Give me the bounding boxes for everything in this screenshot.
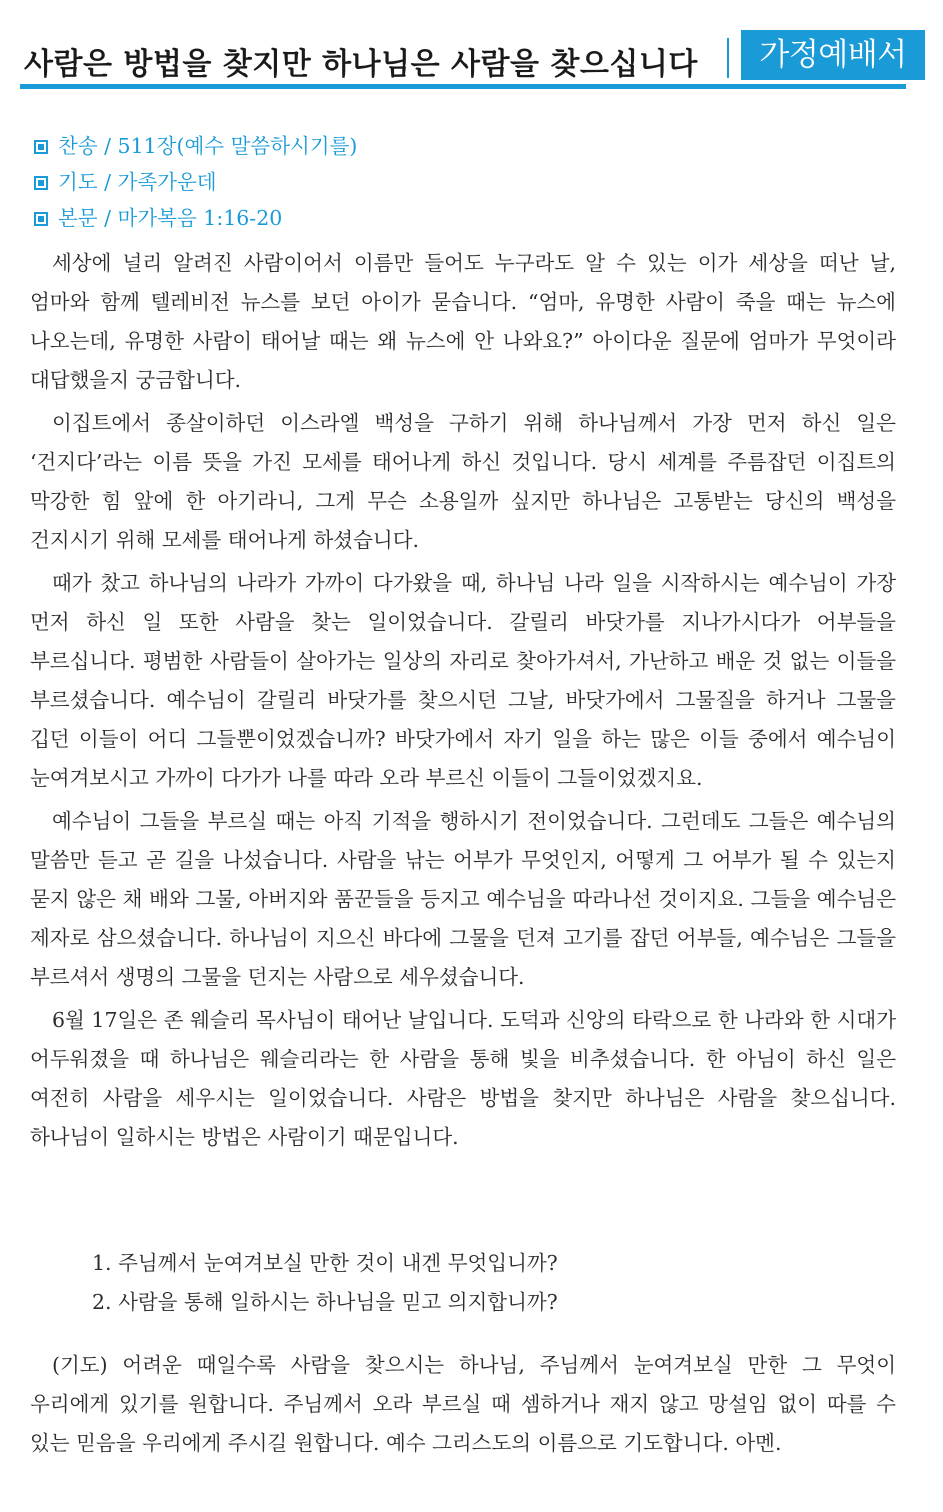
body-paragraph: 때가 찼고 하나님의 나라가 가까이 다가왔을 때, 하나님 나라 일을 시작하시는 예수님이 가장 먼저 하신 일 또한 사람을 찾는 일이었습니다. 갈릴리 바닷가를 지나가시다가 어부들을 부르십니다. 평범한 사람들이 살아가는 일상의 자리로 찾아가셔서, 가난하고 배운 것 없는 이들을 부르셨습니다. 예수님이 갈릴리 바닷가를 찾으시던 그날, 바닷가에서 그물질을 하거나 그물을 깁던 이들이 어디 그들뿐이었겠습니까? 바닷가에서 자기 일을 하는 많은 이들 중에서 예수님이 눈여겨보시고 가까이 다가가 나를 따라 오라 부르신 이들이 그들이었겠지요. — [30, 571, 896, 790]
square-bullet-icon — [34, 176, 48, 190]
page-title: 사람은 방법을 찾지만 하나님은 사람을 찾으십니다 — [24, 47, 698, 82]
meta-scripture-label: 본문 / 마가복음 1:16-20 — [58, 206, 283, 230]
question-item: 2. 사람을 통해 일하시는 하나님을 믿고 의지합니까? — [92, 1290, 558, 1314]
section-badge: 가정예배서 — [741, 30, 925, 80]
header-underline — [20, 84, 906, 89]
meta-prayer — [32, 164, 892, 200]
reflection-questions — [92, 1244, 892, 1322]
body-paragraph: 세상에 널리 알려진 사람이어서 이름만 들어도 누구라도 알 수 있는 이가 세상을 떠난 날, 엄마와 함께 텔레비전 뉴스를 보던 아이가 묻습니다. “엄마, 유명한 사람이 죽을 때는 뉴스에 나오는데, 유명한 사람이 태어날 때는 왜 뉴스에 안 나와요?” 아이다운 질문에 엄마가 무엇이라 대답했을지 궁금합니다. — [30, 251, 896, 392]
meta-hymn — [32, 128, 892, 164]
closing-prayer — [30, 1346, 896, 1467]
meta-hymn-label: 찬송 / 511장(예수 말씀하시기를) — [58, 134, 358, 158]
header-divider — [727, 38, 729, 78]
square-bullet-icon — [34, 140, 48, 154]
body-paragraph: 예수님이 그들을 부르실 때는 아직 기적을 행하시기 전이었습니다. 그런데도 그들은 예수님의 말씀만 듣고 곧 길을 나섰습니다. 사람을 낚는 어부가 무엇인지, 어떻게 그 어부가 될 수 있는지 묻지 않은 채 배와 그물, 아버지와 품꾼들을 등지고 예수님을 따라나선 것이지요. 그들을 예수님은 제자로 삼으셨습니다. 하나님이 지으신 바다에 그물을 던져 고기를 잡던 어부들, 예수님은 그들을 부르셔서 생명의 그물을 던지는 사람으로 세우셨습니다. — [30, 809, 896, 989]
page-header — [20, 30, 906, 86]
meta-prayer-label: 기도 / 가족가운데 — [58, 170, 217, 194]
sermon-body — [30, 244, 896, 1161]
worship-meta — [32, 128, 892, 236]
question-item: 1. 주님께서 눈여겨보실 만한 것이 내겐 무엇입니까? — [92, 1251, 558, 1275]
body-paragraph: 6월 17일은 존 웨슬리 목사님이 태어난 날입니다. 도덕과 신앙의 타락으로 한 나라와 한 시대가 어두워졌을 때 하나님은 웨슬리라는 한 사람을 통해 빛을 비추셨습니다. 한 아님이 하신 일은 여전히 사람을 세우시는 일이었습니다. 사람은 방법을 찾지만 하나님은 사람을 찾으십니다. 하나님이 일하시는 방법은 사람이기 때문입니다. — [30, 1008, 896, 1149]
body-paragraph: 이집트에서 종살이하던 이스라엘 백성을 구하기 위해 하나님께서 가장 먼저 하신 일은 ‘건지다’라는 이름 뜻을 가진 모세를 태어나게 하신 것입니다. 당시 세계를 주름잡던 이집트의 막강한 힘 앞에 한 아기라니, 그게 무슨 소용일까 싶지만 하나님은 고통받는 당신의 백성을 건지시기 위해 모세를 태어나게 하셨습니다. — [30, 411, 896, 552]
square-bullet-icon — [34, 212, 48, 226]
prayer-text: (기도) 어려운 때일수록 사람을 찾으시는 하나님, 주님께서 눈여겨보실 만한 그 무엇이 우리에게 있기를 원합니다. 주님께서 오라 부르실 때 셈하거나 재지 않고 망설임 없이 따를 수 있는 믿음을 우리에게 주시길 원합니다. 예수 그리스도의 이름으로 기도합니다. 아멘. — [30, 1353, 896, 1455]
meta-scripture — [32, 200, 892, 236]
